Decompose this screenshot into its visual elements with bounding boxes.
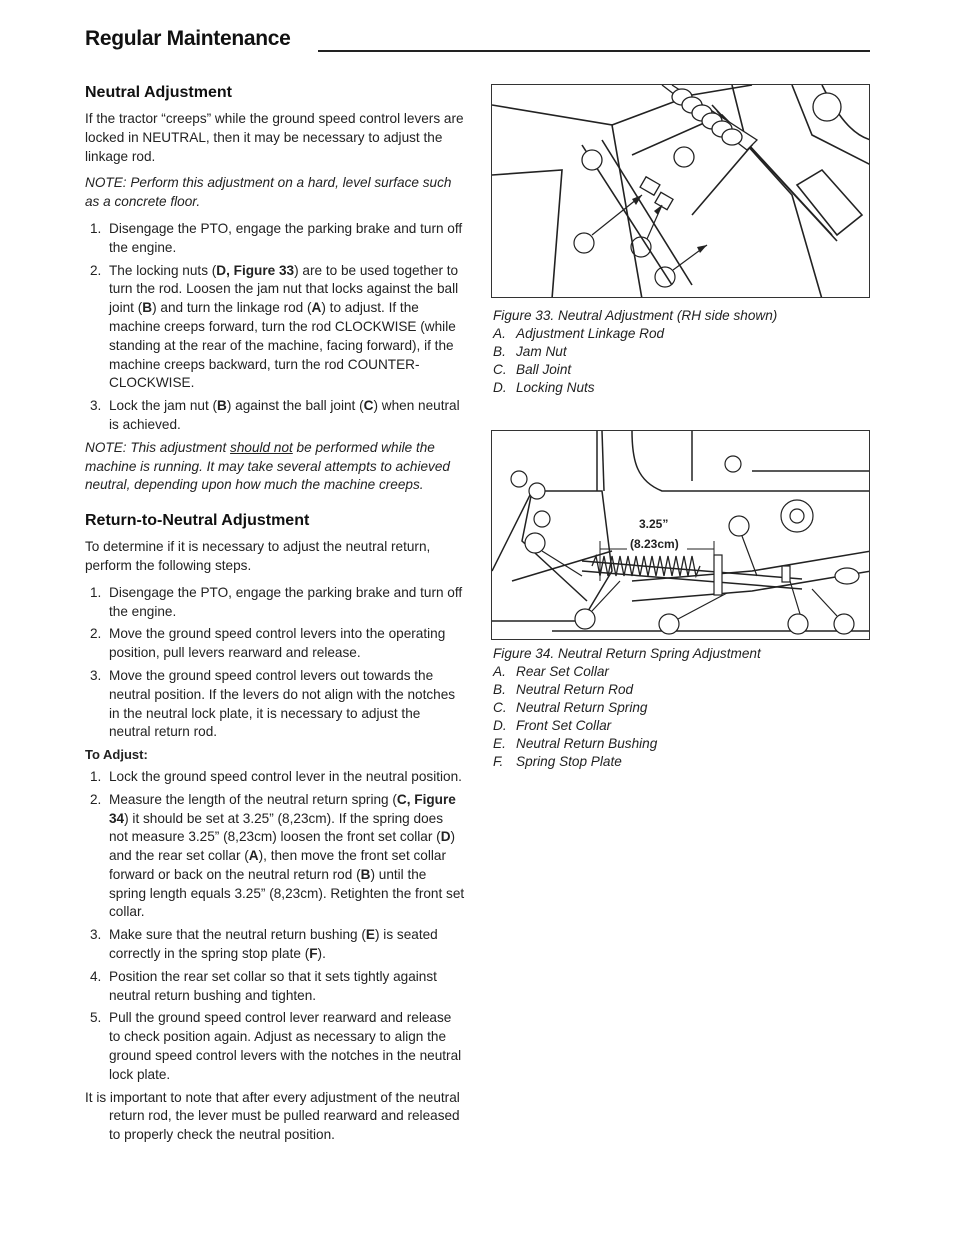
- list-item: 1. Disengage the PTO, engage the parking brake and turn off the engine.: [90, 220, 463, 255]
- figure-34-title: Figure 34. Neutral Return Spring Adjustment: [493, 646, 761, 661]
- return-to-neutral-heading: Return-to-Neutral Adjustment: [85, 512, 310, 530]
- figure-33-title: Figure 33. Neutral Adjustment (RH side shown): [493, 308, 778, 323]
- list-item: 3. Move the ground speed control levers out towards the neutral position. If the levers do not align with the notches in the neutral lock plate, it is necessary to adjust the neutral return rod.: [90, 667, 456, 740]
- figure-33-caption: [493, 307, 873, 397]
- legend-item: C. Neutral Return Spring: [493, 700, 648, 715]
- list-item: 3. Lock the jam nut (B) against the ball joint (C) when neutral is achieved.: [90, 398, 460, 432]
- list-item: 1. Disengage the PTO, engage the parking brake and turn off the engine.: [90, 584, 463, 619]
- return-intro: To determine if it is necessary to adjust the neutral return, perform the following steps.: [85, 539, 431, 573]
- callout-a: [525, 533, 545, 553]
- neutral-note: NOTE: Perform this adjustment on a hard, level surface such as a concrete floor.: [85, 175, 452, 210]
- to-adjust-subheading: To Adjust:: [85, 747, 148, 763]
- list-item: 4. Position the rear set collar so that it sets tightly against neutral return bushing and tighten.: [90, 968, 437, 1003]
- legend-item: A. Rear Set Collar: [493, 664, 609, 679]
- neutral-adjustment-heading: Neutral Adjustment: [85, 84, 232, 101]
- callout-c: [655, 267, 675, 287]
- legend-item: F. Spring Stop Plate: [493, 754, 622, 769]
- neutral-steps: [85, 220, 465, 435]
- legend-item: D. Locking Nuts: [493, 380, 595, 395]
- list-item: 1. Lock the ground speed control lever in the neutral position.: [90, 768, 462, 784]
- list-item: 2. The locking nuts (D, Figure 33) are to be used together to turn the rod. Loosen the jam nut that locks against the ball joint (B) and turn the linkage rod (A) to adjust. If the machine creeps forward, turn the rod CLOCKWISE (while standing at the rear of the machine, facing forward), if the machine creeps backward, turn the rod COUNTER-CLOCKWISE.: [90, 262, 459, 391]
- figure-34-caption: [493, 645, 873, 771]
- legend-item: B. Jam Nut: [493, 344, 567, 359]
- list-item: 2. Measure the length of the neutral return spring (C, Figure 34) it should be set at 3.25” (8,23cm). If the spring does not measure 3.25” (8,23cm) loosen the front set collar (D) and the rear set collar (A), then move the front set collar forward or back on the neutral return rod (B) until the spring length equals 3.25” (8,23cm). Retighten the front set collar.: [90, 791, 465, 920]
- legend-item: B. Neutral Return Rod: [493, 682, 634, 697]
- list-item: 3. Make sure that the neutral return bushing (E) is seated correctly in the spring stop plate (F).: [90, 927, 438, 962]
- callout-b: [729, 516, 749, 536]
- callout-a: [574, 233, 594, 253]
- callout-d: [659, 614, 679, 634]
- legend-item: A. Adjustment Linkage Rod: [493, 326, 665, 341]
- header-rule: [318, 50, 870, 52]
- legend-item: D. Front Set Collar: [493, 718, 612, 733]
- figure-33-illustration: [491, 84, 870, 298]
- return-steps: [85, 584, 465, 742]
- figure-34-illustration: [491, 430, 870, 640]
- legend-item: E. Neutral Return Bushing: [493, 736, 658, 751]
- list-item: 5. Pull the ground speed control lever rearward and release to check position again. Adjust as necessary to align the ground speed control levers with the notches in the neutral lock plate.: [90, 1010, 462, 1082]
- neutral-intro: If the tractor “creeps” while the ground speed control levers are locked in NEUTRAL, then it may be necessary to adjust the linkage rod.: [85, 111, 464, 164]
- callout-e: [788, 614, 808, 634]
- dimension-label: 3.25”: [639, 517, 669, 531]
- dimension-label-metric: (8.23cm): [630, 537, 679, 551]
- closing-paragraph: It is important to note that after every adjustment of the neutral return rod, the lever must be pulled rearward and released to properly check the neutral position.: [85, 1089, 460, 1143]
- callout-c: [575, 609, 595, 629]
- callout-f: [834, 614, 854, 634]
- legend-item: C. Ball Joint: [493, 362, 572, 377]
- adjust-steps: [85, 768, 465, 1085]
- neutral-note-2: NOTE: This adjustment should not be performed while the machine is running. It may take several attempts to achieved neutral, depending upon how much the machine creeps.: [85, 439, 450, 493]
- neutral-return-spring-drawing: [492, 431, 870, 640]
- list-item: 2. Move the ground speed control levers into the operating position, pull levers rearward and release.: [90, 626, 446, 661]
- left-column: [85, 83, 465, 1153]
- page-title: Regular Maintenance: [85, 27, 291, 50]
- neutral-adjustment-drawing: [492, 85, 870, 298]
